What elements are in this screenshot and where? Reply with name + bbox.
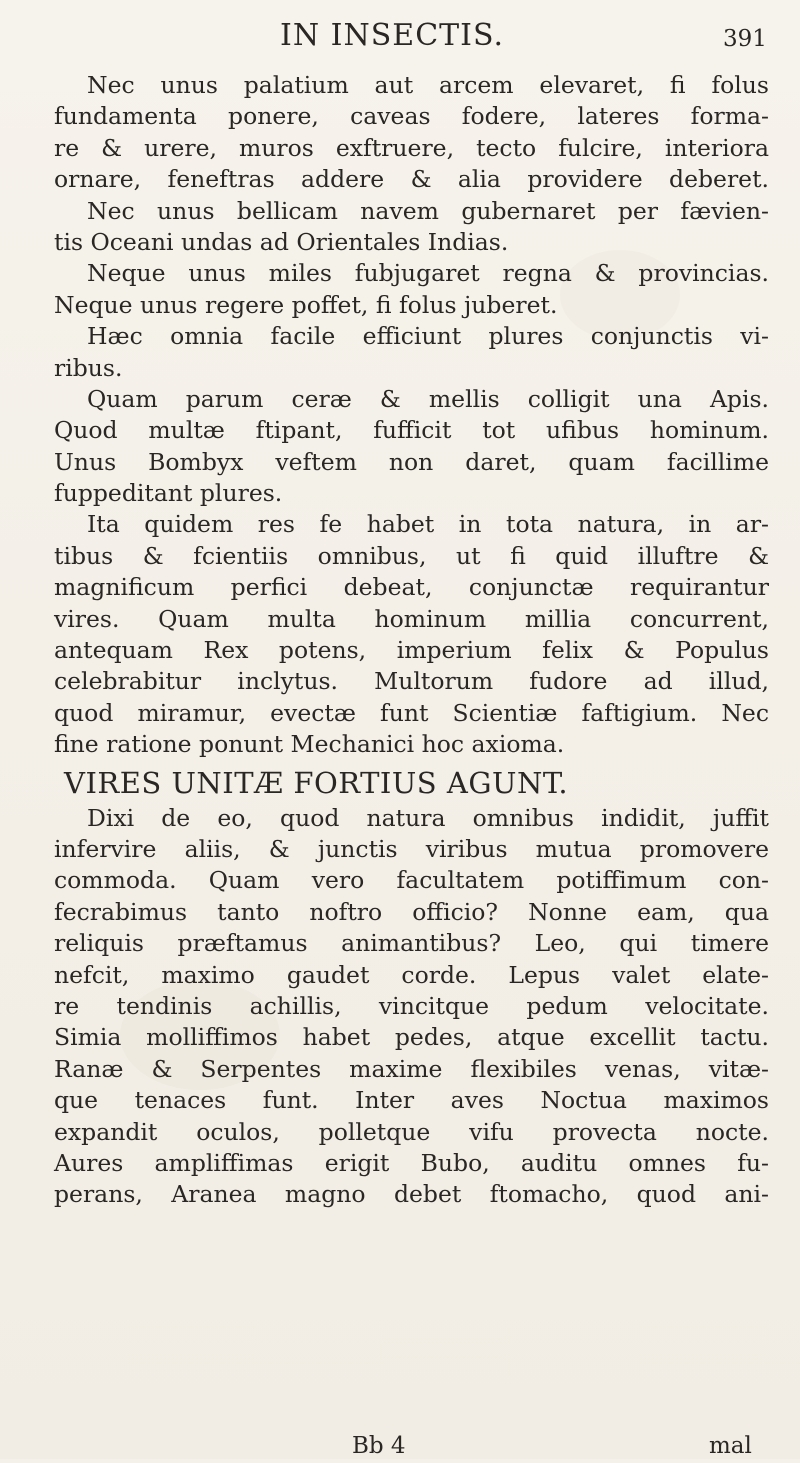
running-head: IN INSECTIS. bbox=[280, 18, 505, 53]
text-line: Neque unus miles fubjugaret regna & provincias. bbox=[87, 259, 769, 288]
text-line: fundamenta ponere, caveas fodere, lateres forma- bbox=[54, 102, 769, 131]
paragraphs-after-heading bbox=[54, 803, 769, 1211]
text-line: tibus & fcientiis omnibus, ut fi quid illuftre & bbox=[54, 541, 769, 570]
text-line: Neque unus regere poffet, fi folus juberet. bbox=[54, 290, 558, 319]
text-line: re tendinis achillis, vincitque pedum velocitate. bbox=[54, 991, 769, 1020]
text-line: Quod multæ ftipant, fufficit tot ufibus hominum. bbox=[54, 416, 769, 445]
text-line: Ranæ & Serpentes maxime flexibiles venas, vitæ- bbox=[54, 1054, 769, 1083]
section-heading: VIRES UNITÆ FORTIUS AGUNT. bbox=[64, 765, 569, 800]
catchword: mal bbox=[709, 1433, 752, 1459]
text-line: Ita quidem res fe habet in tota natura, in ar- bbox=[87, 510, 769, 539]
text-line: Unus Bombyx veftem non daret, quam facillime bbox=[54, 447, 769, 476]
paragraphs-before-heading bbox=[54, 70, 769, 761]
text-line: Aures ampliffimas erigit Bubo, auditu omnes fu- bbox=[54, 1148, 769, 1177]
text-line: re & urere, muros exftruere, tecto fulcire, interiora bbox=[54, 133, 769, 162]
text-line: reliquis præftamus animantibus? Leo, qui timere bbox=[54, 929, 769, 958]
text-line: Simia molliffimos habet pedes, atque excellit tactu. bbox=[54, 1023, 769, 1052]
text-line: fine ratione ponunt Mechanici hoc axioma. bbox=[54, 730, 565, 759]
text-line: Nec unus bellicam navem gubernaret per fævien- bbox=[87, 196, 769, 225]
text-line: infervire aliis, & junctis viribus mutua promovere bbox=[54, 834, 769, 863]
text-line: que tenaces funt. Inter aves Noctua maximos bbox=[54, 1086, 769, 1115]
text-line: Hæc omnia facile efficiunt plures conjunctis vi- bbox=[87, 322, 769, 351]
text-line: tis Oceani undas ad Orientales Indias. bbox=[54, 227, 509, 256]
text-line: ornare, feneftras addere & alia providere deberet. bbox=[54, 165, 769, 194]
text-line: antequam Rex potens, imperium felix & Populus bbox=[54, 636, 769, 665]
page-number: 391 bbox=[723, 26, 767, 52]
text-line: ribus. bbox=[54, 353, 123, 382]
text-line: fuppeditant plures. bbox=[54, 479, 283, 508]
text-line: Dixi de eo, quod natura omnibus indidit, juffit bbox=[87, 803, 769, 832]
text-line: magnificum perfici debeat, conjunctæ requirantur bbox=[54, 573, 769, 602]
body-text bbox=[54, 70, 769, 1211]
text-line: perans, Aranea magno debet ftomacho, quod ani- bbox=[54, 1180, 769, 1209]
text-line: nefcit, maximo gaudet corde. Lepus valet elate- bbox=[54, 960, 769, 989]
text-line: expandit oculos, polletque vifu provecta nocte. bbox=[54, 1117, 769, 1146]
text-line: Nec unus palatium aut arcem elevaret, fi folus bbox=[87, 71, 769, 99]
text-line: vires. Quam multa hominum millia concurrent, bbox=[54, 604, 769, 633]
signature-mark: Bb 4 bbox=[352, 1433, 406, 1459]
text-line: quod miramur, evectæ funt Scientiæ faftigium. Nec bbox=[54, 698, 769, 727]
text-line: fecrabimus tanto noftro officio? Nonne eam, qua bbox=[54, 897, 769, 926]
text-line: commoda. Quam vero facultatem potiffimum con- bbox=[54, 866, 769, 895]
text-line: celebrabitur inclytus. Multorum fudore ad illud, bbox=[54, 667, 769, 696]
text-line: Quam parum ceræ & mellis colligit una Apis. bbox=[87, 384, 769, 413]
